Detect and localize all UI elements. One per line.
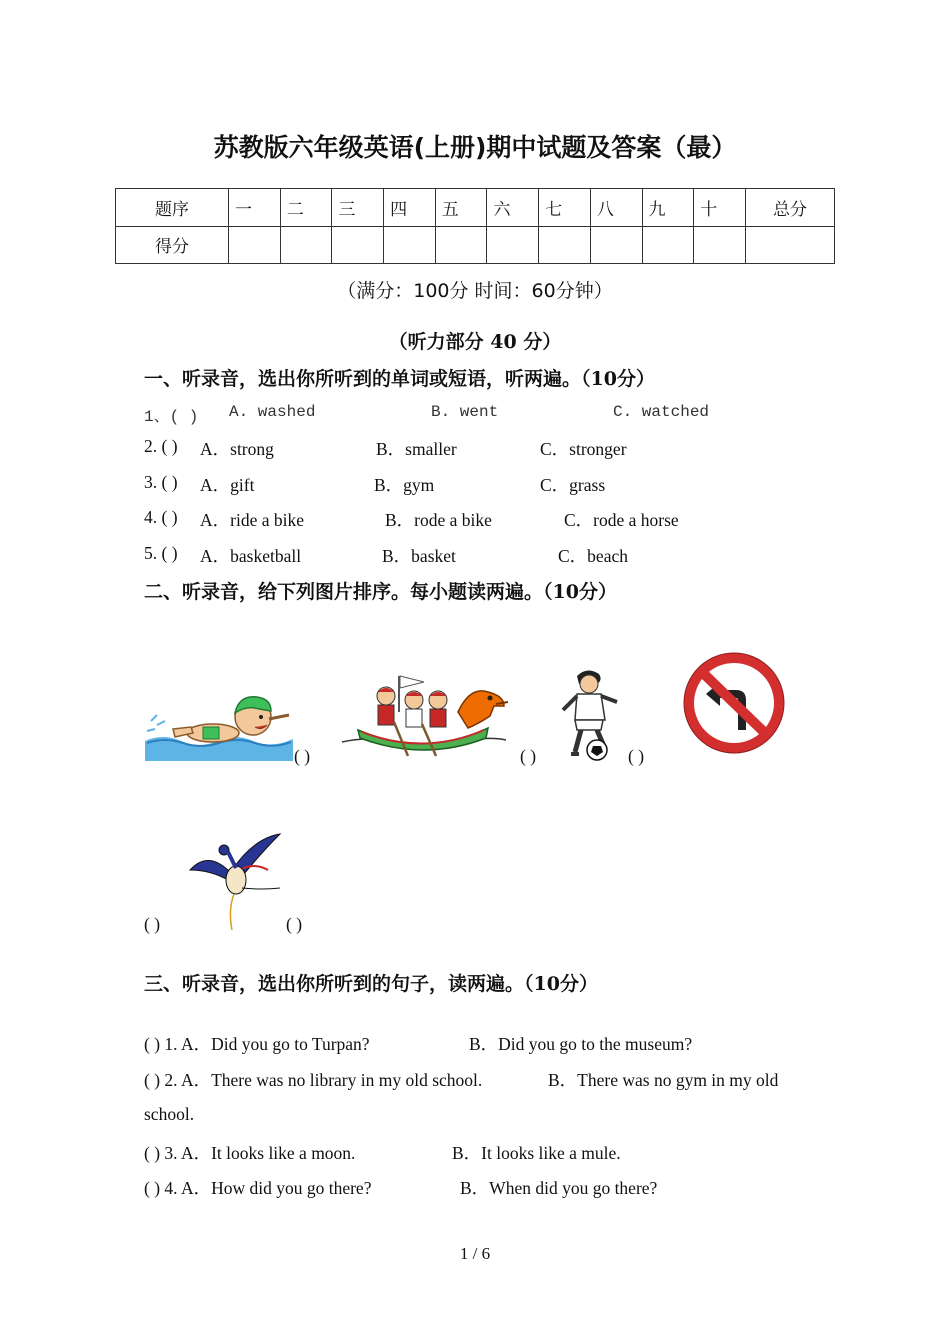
- blank-football-player[interactable]: ( ): [628, 746, 645, 766]
- item1-option-b: B. went: [431, 403, 499, 421]
- score-cell: 三: [332, 189, 384, 227]
- item2-number: 2. ( ): [144, 436, 178, 456]
- sentence1-option-b: B．Did you go to the museum?: [469, 1034, 693, 1054]
- section1-heading: 一、听录音，选出你所听到的单词或短语，听两遍。（10分）: [144, 368, 655, 390]
- score-cell: 五: [435, 189, 487, 227]
- sentence4-option-b: B．When did you go there?: [460, 1178, 658, 1198]
- item1-number: 1、( ): [144, 408, 199, 426]
- score-cell: 九: [642, 189, 694, 227]
- page-number: 1 / 6: [459, 1244, 491, 1263]
- score-blank: [746, 226, 835, 264]
- item3-option-b: B．gym: [374, 475, 435, 495]
- blank-dragon-boat[interactable]: ( ): [520, 746, 537, 766]
- bird-kite-picture: [184, 830, 284, 934]
- score-blank: [487, 226, 539, 264]
- sentence1-option-a: ( ) 1. A．Did you go to Turpan?: [144, 1034, 370, 1054]
- score-time-note: （满分：100分 时间：60分钟）: [337, 280, 613, 302]
- score-blank: [590, 226, 642, 264]
- item2-option-c: C．stronger: [540, 439, 627, 459]
- score-cell: 七: [539, 189, 591, 227]
- item4-number: 4. ( ): [144, 507, 178, 527]
- score-cell: 十: [694, 189, 746, 227]
- score-row-label: 得分: [116, 226, 229, 264]
- score-cell: 总分: [746, 189, 835, 227]
- item5-option-a: A．basketball: [200, 546, 302, 566]
- item4-option-b: B．rode a bike: [385, 510, 492, 530]
- item5-number: 5. ( ): [144, 543, 178, 563]
- page-title: 苏教版六年级英语(上册)期中试题及答案（最）: [213, 133, 737, 162]
- score-blank: [435, 226, 487, 264]
- score-table-header-row: [116, 189, 835, 227]
- score-blank: [332, 226, 384, 264]
- item3-option-c: C．grass: [540, 475, 606, 495]
- item4-option-c: C．rode a horse: [564, 510, 679, 530]
- sentence3-option-b: B．It looks like a mule.: [452, 1143, 621, 1163]
- score-cell: 题序: [116, 189, 229, 227]
- score-table: [115, 188, 835, 264]
- section2-heading: 二、听录音，给下列图片排序。每小题读两遍。（10分）: [144, 581, 617, 603]
- item4-option-a: A．ride a bike: [200, 510, 304, 530]
- sentence4-option-a: ( ) 4. A．How did you go there?: [144, 1178, 372, 1198]
- score-cell: 四: [384, 189, 436, 227]
- blank-swimmer[interactable]: ( ): [294, 746, 311, 766]
- blank-kite[interactable]: ( ): [144, 914, 161, 934]
- section3-heading: 三、听录音，选出你所听到的句子，读两遍。（10分）: [144, 973, 598, 995]
- dragon-boat-picture: [338, 672, 510, 764]
- score-blank: [694, 226, 746, 264]
- score-blank: [280, 226, 332, 264]
- score-cell: 一: [229, 189, 281, 227]
- football-player-picture: [557, 668, 625, 764]
- score-blank: [539, 226, 591, 264]
- score-blank: [642, 226, 694, 264]
- sentence2-option-a: ( ) 2. A．There was no library in my old school.: [144, 1070, 483, 1090]
- sentence3-option-a: ( ) 3. A．It looks like a moon.: [144, 1143, 356, 1163]
- score-cell: 八: [590, 189, 642, 227]
- item1-option-a: A. washed: [229, 403, 316, 421]
- score-table-score-row: [116, 226, 835, 264]
- no-left-turn-sign-picture: [680, 650, 788, 756]
- item5-option-c: C．beach: [558, 546, 628, 566]
- score-cell: 二: [280, 189, 332, 227]
- listening-header: （听力部分 40 分）: [388, 331, 562, 353]
- score-blank: [229, 226, 281, 264]
- score-cell: 六: [487, 189, 539, 227]
- item3-number: 3. ( ): [144, 472, 178, 492]
- blank-no-left-turn[interactable]: ( ): [286, 914, 303, 934]
- sentence2-option-b: B．There was no gym in my old: [548, 1070, 779, 1090]
- item2-option-a: A．strong: [200, 439, 274, 459]
- sentence2-continuation: school.: [144, 1104, 195, 1124]
- item1-option-c: C. watched: [613, 403, 710, 421]
- score-blank: [384, 226, 436, 264]
- item5-option-b: B．basket: [382, 546, 456, 566]
- item3-option-a: A．gift: [200, 475, 255, 495]
- item2-option-b: B．smaller: [376, 439, 457, 459]
- swimmer-picture: [143, 685, 295, 763]
